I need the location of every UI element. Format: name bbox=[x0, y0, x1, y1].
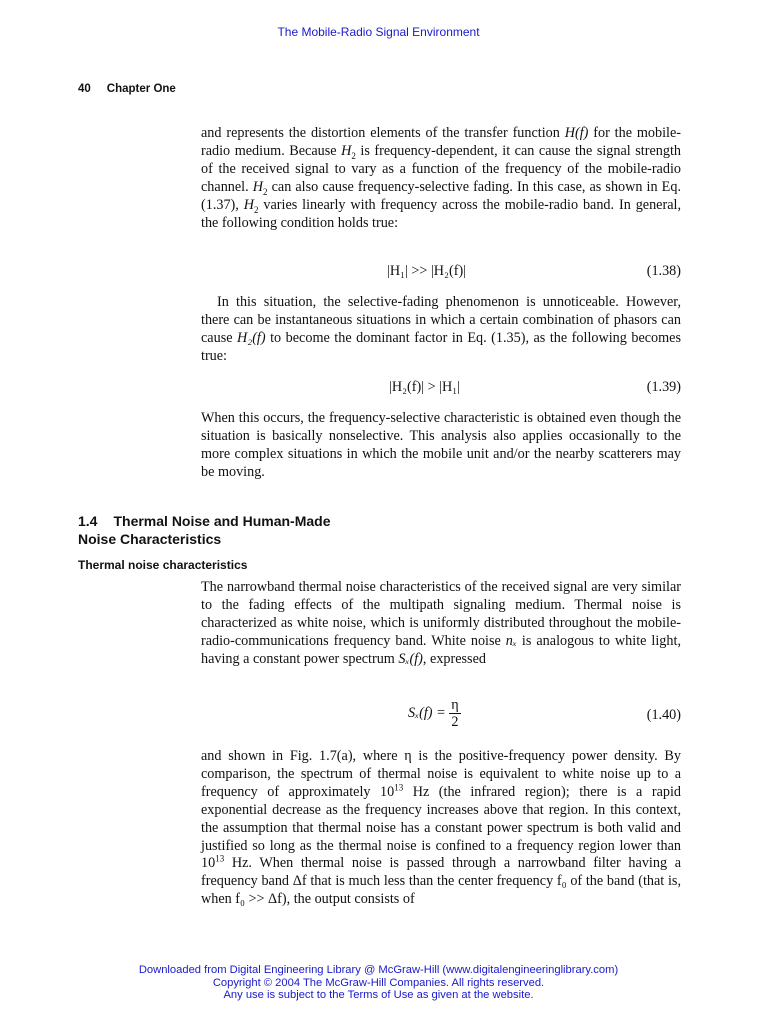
text-run: When this occurs, the frequency-selective characteristic is obtained even though the situation is basically nonselective. This analysis also applies occasionally to the more complex situations in which the mobile unit and/or the nearby scatterers may be moving. bbox=[201, 410, 681, 480]
text-run: can also cause frequency-selective fading. In this case, as shown in Eq. (1.37), bbox=[201, 178, 681, 213]
symbol: H bbox=[341, 142, 352, 159]
equation-lhs: Sₓ(f) = bbox=[408, 704, 446, 721]
text-run: to become the dominant factor in Eq. (1.35), as the following becomes true: bbox=[201, 329, 682, 364]
footer-terms: Any use is subject to the Terms of Use as given at the website. bbox=[223, 989, 534, 1001]
paragraph-frequency-selective bbox=[201, 410, 681, 482]
section-title-line1: Thermal Noise and Human-Made bbox=[113, 513, 331, 529]
equation-number: (1.40) bbox=[646, 707, 681, 723]
section-heading bbox=[78, 512, 331, 548]
paragraph-thermal-noise bbox=[201, 579, 681, 669]
footer-download-link[interactable]: Downloaded from Digital Engineering Library @ McGraw-Hill (www.digitalengineeringlibrary.com) bbox=[138, 964, 619, 976]
equation-expression: |H₂(f)| > |H₁| bbox=[389, 379, 461, 395]
text-run: and represents the distortion elements of the transfer function bbox=[201, 125, 565, 141]
superscript: 13 bbox=[215, 853, 225, 864]
symbol: Sₓ(f) bbox=[398, 650, 423, 667]
page-header bbox=[78, 83, 176, 95]
text-run: , expressed bbox=[422, 650, 486, 667]
text-run: In this situation, the selective-fading phenomenon is unnoticeable. However, there can be instantaneous situations in which a certain combination of phasors can cause bbox=[201, 294, 681, 346]
section-number: 1.4 bbox=[78, 513, 98, 529]
equation-number: (1.38) bbox=[646, 263, 681, 279]
equation-expression bbox=[408, 697, 461, 730]
section-title-line2: Noise Characteristics bbox=[78, 531, 222, 547]
footer bbox=[0, 964, 757, 1002]
text-run: is analogous to white light, having a constant power spectrum bbox=[201, 632, 681, 667]
equation-1-40 bbox=[201, 697, 681, 735]
fraction-numerator: η bbox=[451, 697, 459, 713]
subscript: 2 bbox=[351, 150, 356, 161]
symbol: H(f) bbox=[564, 125, 589, 141]
text-run: and shown in Fig. 1.7(a), where η is the positive-frequency power density. By comparison, the spectrum of thermal noise is equivalent to white noise up to a frequency of approximately 10 bbox=[201, 748, 681, 800]
symbol: nₓ bbox=[505, 632, 517, 649]
superscript: 13 bbox=[394, 782, 404, 793]
symbol: H bbox=[243, 196, 254, 213]
symbol: H₂(f) bbox=[237, 329, 266, 346]
symbol: H bbox=[252, 178, 264, 195]
equation-expression: |H₁| >> |H₂(f)| bbox=[387, 263, 467, 279]
subscript: 2 bbox=[263, 186, 268, 197]
text-run: is frequency-dependent, it can cause the signal strength of the received signal to vary as a function of the frequency of the mobile-radio channel. bbox=[201, 142, 681, 195]
chapter-label: Chapter One bbox=[106, 83, 176, 95]
paragraph-spectrum bbox=[201, 748, 681, 909]
paragraph-transfer-function bbox=[201, 125, 681, 232]
fraction bbox=[449, 697, 460, 730]
fraction-denominator: 2 bbox=[451, 714, 459, 730]
text-run: The narrowband thermal noise characteristics of the received signal are very similar to the fading effects of the multipath signaling medium. Thermal noise is characterized as white noise, which is uniformly distributed throughout the mobile-radio-communications frequency band. White noise bbox=[201, 579, 681, 649]
running-title: The Mobile-Radio Signal Environment bbox=[277, 25, 480, 39]
text-run: Hz (the infrared region); there is a rapid exponential decrease as the frequency increases above that region. In this context, the assumption that thermal noise has a constant power spectrum is both valid and justified so long as the thermal noise is confined to a frequency region lower than 10 bbox=[201, 783, 681, 872]
equation-number: (1.39) bbox=[646, 379, 681, 395]
text-run: for the mobile-radio medium. Because bbox=[201, 125, 681, 159]
text-run: varies linearly with frequency across the mobile-radio band. In general, the following condition holds true: bbox=[201, 196, 681, 231]
equation-1-38 bbox=[201, 263, 681, 283]
footer-copyright: Copyright © 2004 The McGraw-Hill Companies. All rights reserved. bbox=[212, 976, 545, 989]
subsection-heading: Thermal noise characteristics bbox=[78, 558, 248, 572]
subscript: 2 bbox=[253, 204, 259, 215]
text-run: Hz. When thermal noise is passed through a narrowband filter having a frequency band Δf that is much less than the center frequency f₀ of the band (that is, when f₀ >> Δf), the output consists of bbox=[201, 855, 681, 908]
equation-1-39 bbox=[201, 379, 681, 399]
page-number: 40 bbox=[78, 83, 91, 95]
paragraph-selective-fading bbox=[201, 294, 681, 366]
